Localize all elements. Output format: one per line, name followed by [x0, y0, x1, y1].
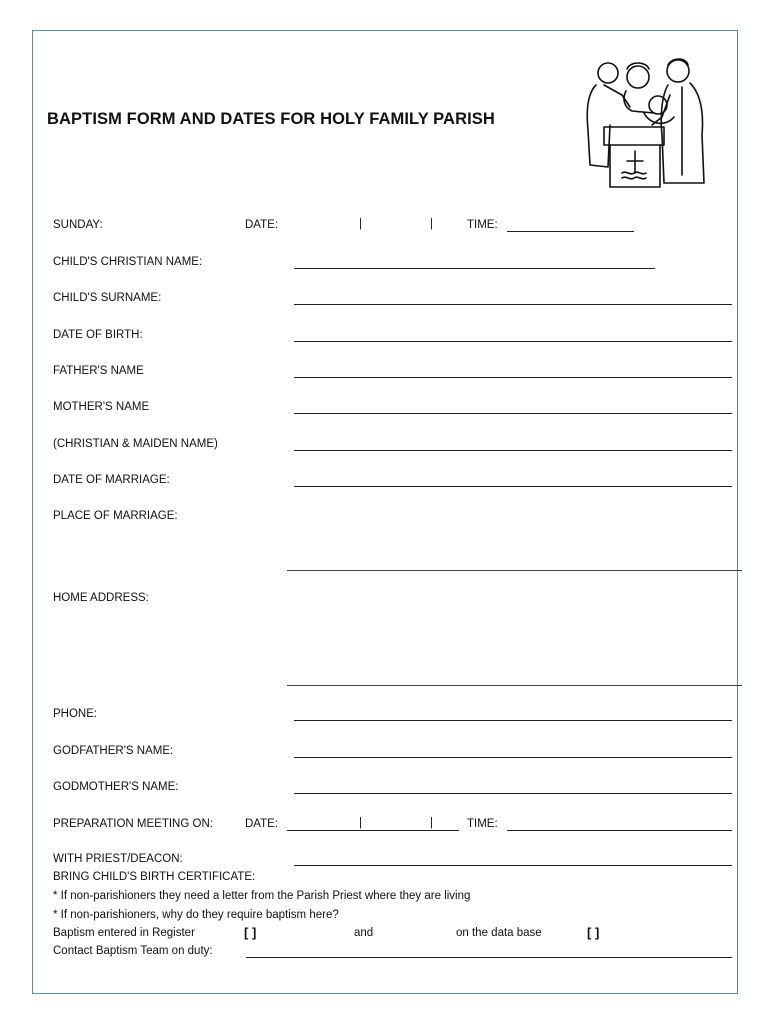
father-label: FATHER'S NAME: [53, 365, 144, 377]
prep-date-separator: |: [430, 817, 433, 829]
marriage-place-field[interactable]: [287, 570, 742, 571]
sunday-label: SUNDAY:: [53, 219, 103, 231]
father-field[interactable]: [294, 377, 732, 378]
godfather-field[interactable]: [294, 757, 732, 758]
priest-label: WITH PRIEST/DEACON:: [53, 853, 183, 865]
godmother-field[interactable]: [294, 793, 732, 794]
contact-field[interactable]: [246, 957, 732, 958]
contact-label: Contact Baptism Team on duty:: [53, 945, 213, 957]
priest-field[interactable]: [294, 865, 732, 866]
godfather-label: GODFATHER'S NAME:: [53, 745, 174, 757]
mother-label: MOTHER'S NAME: [53, 401, 150, 413]
marriage-date-field[interactable]: [294, 486, 732, 487]
christian-name-label: CHILD'S CHRISTIAN NAME:: [53, 256, 203, 268]
time-label: TIME:: [467, 219, 498, 231]
christian-name-field[interactable]: [294, 268, 655, 269]
prep-date-separator: |: [359, 817, 362, 829]
and-label: and: [354, 927, 374, 939]
register-checkbox[interactable]: [ ]: [244, 925, 257, 940]
date-separator: |: [359, 218, 362, 230]
baptism-illustration: [582, 55, 714, 190]
prep-date-field[interactable]: [287, 830, 459, 831]
prep-time-label: TIME:: [467, 818, 498, 830]
certificate-note: BRING CHILD'S BIRTH CERTIFICATE:: [53, 871, 256, 883]
non-parishioner-letter-note: * If non-parishioners they need a letter from the Parish Priest where they are living: [53, 890, 471, 902]
address-label: HOME ADDRESS:: [53, 592, 149, 604]
phone-field[interactable]: [294, 720, 732, 721]
non-parishioner-why-note: * If non-parishioners, why do they require baptism here?: [53, 909, 339, 921]
date-separator: |: [430, 218, 433, 230]
godmother-label: GODMOTHER'S NAME:: [53, 781, 179, 793]
mother-maiden-field[interactable]: [294, 450, 732, 451]
phone-label: PHONE:: [53, 708, 98, 720]
marriage-date-label: DATE OF MARRIAGE:: [53, 474, 170, 486]
mother-field[interactable]: [294, 413, 732, 414]
date-label: DATE:: [245, 219, 279, 231]
dob-label: DATE OF BIRTH:: [53, 329, 143, 341]
dob-field[interactable]: [294, 341, 732, 342]
time-field[interactable]: [507, 231, 634, 232]
address-field[interactable]: [287, 685, 742, 686]
form-title: BAPTISM FORM AND DATES FOR HOLY FAMILY PARISH: [47, 110, 495, 128]
prep-date-label: DATE:: [245, 818, 279, 830]
marriage-place-label: PLACE OF MARRIAGE:: [53, 510, 178, 522]
database-checkbox[interactable]: [ ]: [587, 925, 600, 940]
prep-time-field[interactable]: [507, 830, 732, 831]
register-label: Baptism entered in Register: [53, 927, 195, 939]
mother-maiden-label: (CHRISTIAN & MAIDEN NAME): [53, 438, 218, 450]
surname-label: CHILD'S SURNAME:: [53, 292, 162, 304]
surname-field[interactable]: [294, 304, 732, 305]
database-label: on the data base: [456, 927, 542, 939]
prep-label: PREPARATION MEETING ON:: [53, 818, 213, 830]
